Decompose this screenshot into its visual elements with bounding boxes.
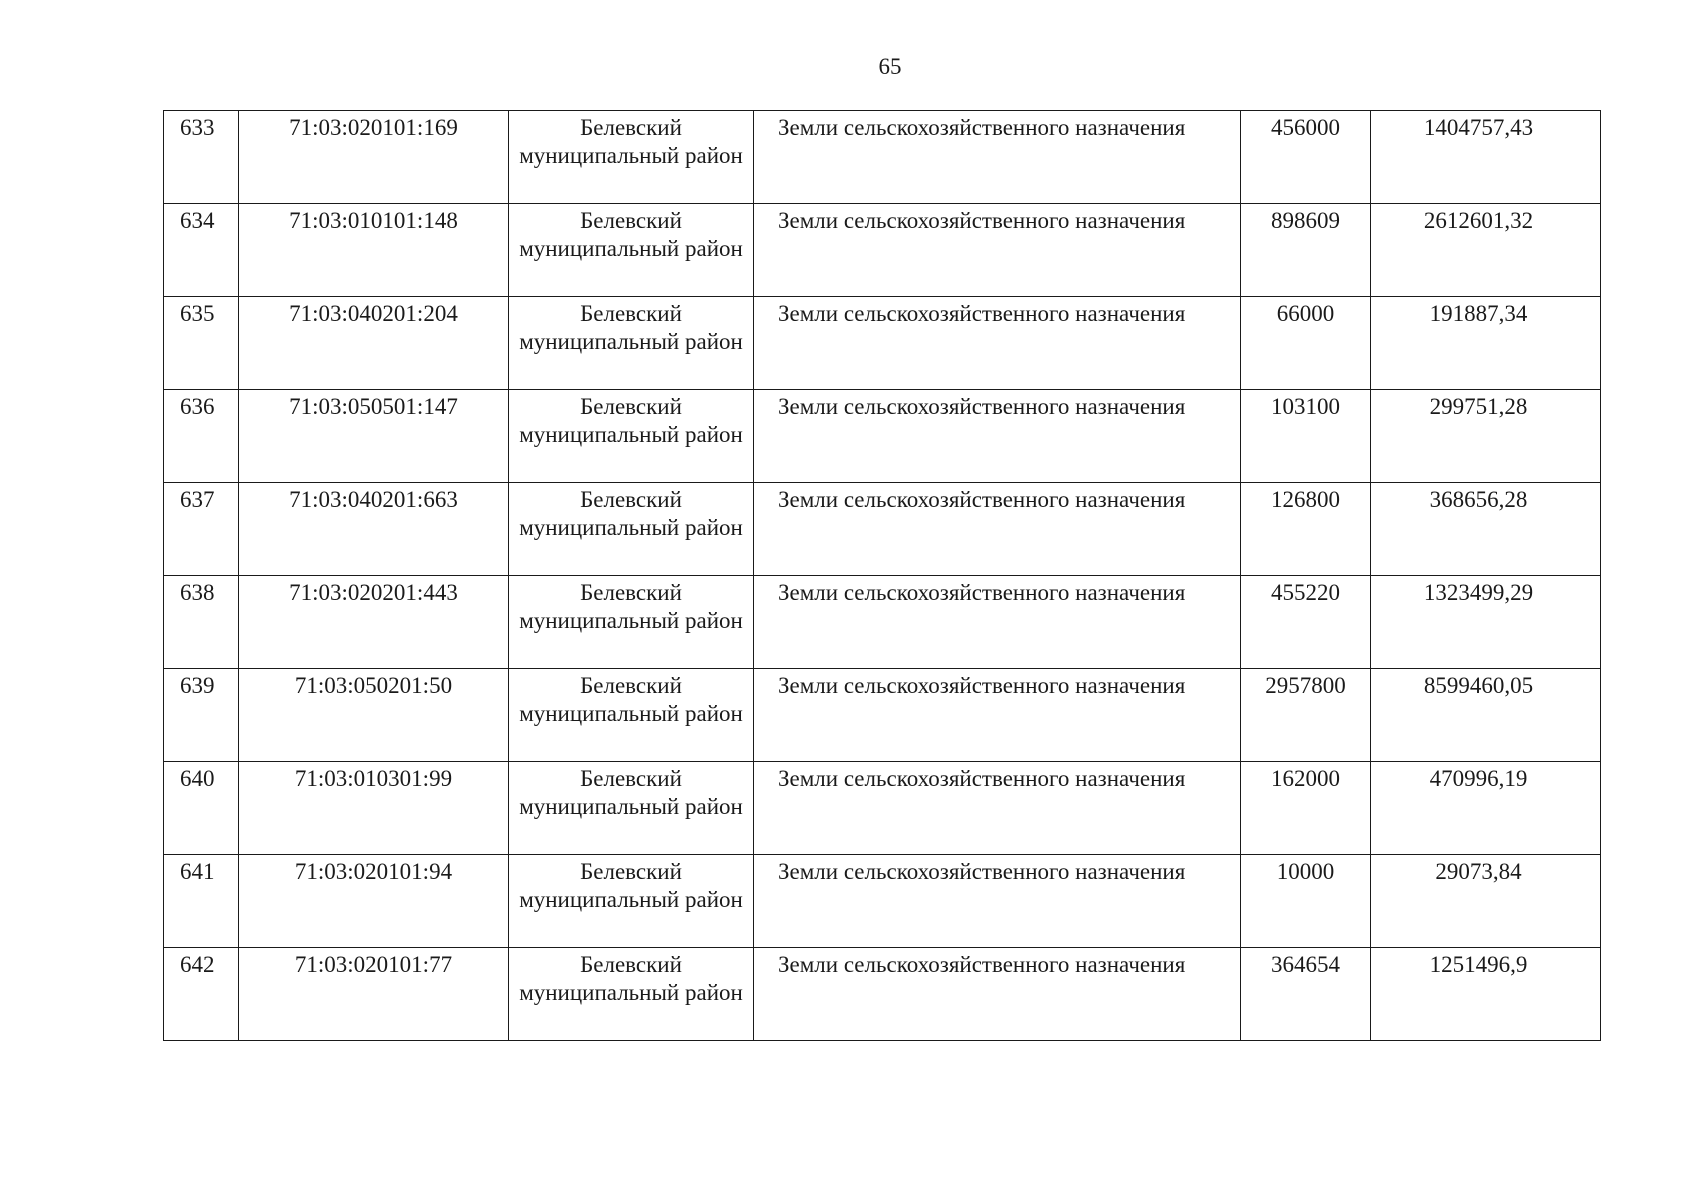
cadastral-value-cell: 2612601,32 <box>1371 204 1601 297</box>
cadastral-number-cell: 71:03:040201:663 <box>239 483 509 576</box>
table-row <box>164 669 1601 762</box>
table-row <box>164 204 1601 297</box>
municipality-cell: Белевский муниципальный район <box>509 948 754 1041</box>
municipality-cell: Белевский муниципальный район <box>509 297 754 390</box>
area-cell: 898609 <box>1241 204 1371 297</box>
land-category-cell: Земли сельскохозяйственного назначения <box>754 948 1241 1041</box>
area-cell: 10000 <box>1241 855 1371 948</box>
area-cell: 455220 <box>1241 576 1371 669</box>
municipality-cell: Белевский муниципальный район <box>509 483 754 576</box>
row-number-cell: 637 <box>164 483 239 576</box>
cadastral-value-cell: 368656,28 <box>1371 483 1601 576</box>
cadastral-number-cell: 71:03:010101:148 <box>239 204 509 297</box>
cadastral-value-cell: 191887,34 <box>1371 297 1601 390</box>
page-number: 65 <box>878 54 902 79</box>
cadastral-value-cell: 29073,84 <box>1371 855 1601 948</box>
municipality-cell: Белевский муниципальный район <box>509 111 754 204</box>
row-number-cell: 639 <box>164 669 239 762</box>
row-number-cell: 641 <box>164 855 239 948</box>
land-category-cell: Земли сельскохозяйственного назначения <box>754 390 1241 483</box>
table-row <box>164 111 1601 204</box>
row-number-cell: 638 <box>164 576 239 669</box>
municipality-cell: Белевский муниципальный район <box>509 204 754 297</box>
cadastral-value-cell: 299751,28 <box>1371 390 1601 483</box>
municipality-cell: Белевский муниципальный район <box>509 669 754 762</box>
row-number-cell: 642 <box>164 948 239 1041</box>
municipality-cell: Белевский муниципальный район <box>509 762 754 855</box>
land-category-cell: Земли сельскохозяйственного назначения <box>754 762 1241 855</box>
table-row <box>164 948 1601 1041</box>
cadastral-number-cell: 71:03:040201:204 <box>239 297 509 390</box>
land-category-cell: Земли сельскохозяйственного назначения <box>754 576 1241 669</box>
area-cell: 364654 <box>1241 948 1371 1041</box>
cadastral-number-cell: 71:03:020201:443 <box>239 576 509 669</box>
row-number-cell: 640 <box>164 762 239 855</box>
cadastral-number-cell: 71:03:010301:99 <box>239 762 509 855</box>
municipality-cell: Белевский муниципальный район <box>509 855 754 948</box>
cadastral-value-cell: 470996,19 <box>1371 762 1601 855</box>
cadastral-number-cell: 71:03:050201:50 <box>239 669 509 762</box>
table-body <box>164 111 1601 1041</box>
row-number-cell: 634 <box>164 204 239 297</box>
land-category-cell: Земли сельскохозяйственного назначения <box>754 204 1241 297</box>
cadastral-number-cell: 71:03:050501:147 <box>239 390 509 483</box>
area-cell: 126800 <box>1241 483 1371 576</box>
table-row <box>164 762 1601 855</box>
cadastral-value-cell: 1404757,43 <box>1371 111 1601 204</box>
area-cell: 2957800 <box>1241 669 1371 762</box>
area-cell: 456000 <box>1241 111 1371 204</box>
municipality-cell: Белевский муниципальный район <box>509 576 754 669</box>
area-cell: 162000 <box>1241 762 1371 855</box>
municipality-cell: Белевский муниципальный район <box>509 390 754 483</box>
land-category-cell: Земли сельскохозяйственного назначения <box>754 111 1241 204</box>
area-cell: 103100 <box>1241 390 1371 483</box>
land-category-cell: Земли сельскохозяйственного назначения <box>754 669 1241 762</box>
land-plots-table <box>163 110 1601 1041</box>
table-row <box>164 390 1601 483</box>
row-number-cell: 635 <box>164 297 239 390</box>
row-number-cell: 633 <box>164 111 239 204</box>
cadastral-number-cell: 71:03:020101:169 <box>239 111 509 204</box>
area-cell: 66000 <box>1241 297 1371 390</box>
cadastral-value-cell: 1323499,29 <box>1371 576 1601 669</box>
row-number-cell: 636 <box>164 390 239 483</box>
land-category-cell: Земли сельскохозяйственного назначения <box>754 855 1241 948</box>
land-category-cell: Земли сельскохозяйственного назначения <box>754 483 1241 576</box>
cadastral-value-cell: 8599460,05 <box>1371 669 1601 762</box>
table-row <box>164 855 1601 948</box>
table-row <box>164 576 1601 669</box>
cadastral-value-cell: 1251496,9 <box>1371 948 1601 1041</box>
table-row <box>164 483 1601 576</box>
land-category-cell: Земли сельскохозяйственного назначения <box>754 297 1241 390</box>
table-row <box>164 297 1601 390</box>
cadastral-number-cell: 71:03:020101:77 <box>239 948 509 1041</box>
cadastral-number-cell: 71:03:020101:94 <box>239 855 509 948</box>
